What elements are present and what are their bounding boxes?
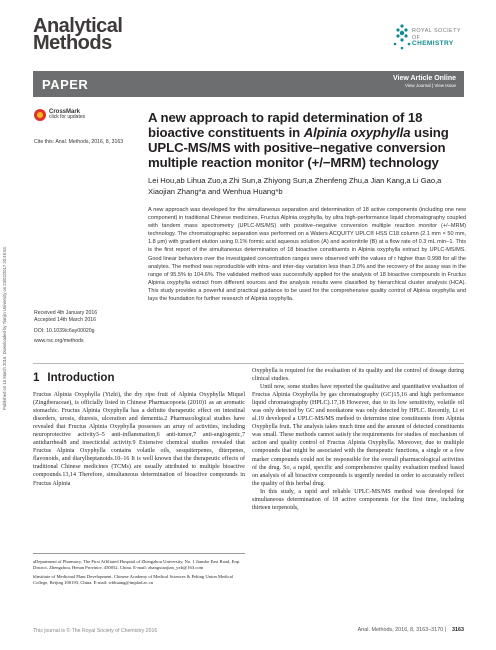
paragraph: Oxyphylla is required for the evaluation of its quality and the control of dosage during clinical studies. [252, 368, 464, 383]
article-type-bar [33, 71, 464, 97]
article-type-label: PAPER [42, 77, 89, 92]
affiliations [33, 553, 245, 586]
crossmark-button[interactable]: CrossMark click for updates [34, 109, 85, 121]
journal-name-line1: Analytical [33, 15, 123, 37]
crossmark-icon [34, 109, 46, 121]
citation: Cite this: Anal. Methods, 2016, 8, 3163 [34, 139, 124, 145]
journal-logo[interactable] [33, 15, 163, 54]
section-heading: 1 Introduction [33, 372, 115, 384]
affiliation-b: bInstitute of Medicinal Plant Development, Chinese Academy of Medical Sciences & Peking Union Medical College, Beijing 100193, China. E-mail: whhuang@implad.ac.cn [33, 574, 234, 586]
body-column-left [33, 391, 245, 488]
paragraph: Fructus Alpinia Oxyphylla (Yizhi), the dry ripe fruit of Alpinia Oxyphylla Miquel (Zingiberaceae), is officially listed in Chinese Pharmacopoeia (2010)1 as an aromatic stomachic. Fructus Alpinia Oxyphylla has a definite therapeutic effect on intestinal disorders, urosis, diuresis, ulceration and dementia.2 Pharmacological studies have revealed that Fructus Alpinia Oxyphylla possesses an array of activities, including neuroprotective activity3–5 anti-inflammation,6 anti-tumor,7 anti-angiogenic,7 antidiarrheal8 and insecticidal activity.9 Extensive chemical studies revealed that Fructus Alpinia Oxyphylla contains volatile oils, sesquiterpenes, diterpenes, flavonoids, and diarylheptanoids.10–16 It is well known that the therapeutic effects of traditional Chinese medicines (TCMs) are usually attributed to multiple bioactive compounds.13,14 Therefore, simultaneous determination of bioactive compounds in Fructus Alpinia [33, 392, 245, 487]
view-journal-issue-link[interactable]: View Journal | View Issue [404, 83, 456, 88]
paragraph: In this study, a rapid and reliable UPLC-MS/MS method was developed for simultaneous determination of 18 active components for the first time, including thirteen terpenoids, [252, 488, 464, 511]
doi-link[interactable]: DOI: 10.1039/c6ay00020g [34, 327, 95, 334]
download-notice: Published on 15 March 2016. Downloaded by Tianjin University on 23/02/2017 20:49:53. [2, 246, 7, 410]
page-footer: Anal. Methods, 2016, 8, 3163–3170 | 3163 [357, 627, 464, 633]
accepted-date: Accepted 14th March 2016 [34, 316, 97, 323]
affiliation-a: aDepartment of Pharmacy, The First Affiliated Hospital of Zhengzhou University, No. 1 Jianshe East Road, Erqi District, Zhengzhou, Henan Province, 450052, China. E-mail: zhangxiaojian_yxb@163.com [33, 559, 240, 571]
view-article-online-link[interactable]: View Article Online [392, 75, 456, 82]
rsc-wordmark: ROYAL SOCIETY OF CHEMISTRY [412, 28, 461, 47]
page-number: 3163 [452, 627, 464, 633]
view-online-links [393, 75, 456, 88]
body-column-right [252, 367, 464, 512]
journal-name-line2: Methods [33, 32, 112, 54]
received-date: Received 4th January 2016 [34, 310, 98, 316]
article-title: A new approach to rapid determination of 18 bioactive constituents in Alpinia oxyphylla using UPLC-MS/MS with positive–negative conversion multiple reaction monitor (+/−MRM) technology [148, 110, 449, 170]
article-dates [34, 310, 97, 345]
divider [33, 363, 464, 364]
journal-url-link[interactable]: www.rsc.org/methods [34, 338, 84, 345]
copyright: This journal is © The Royal Society of Chemistry 2016 [33, 628, 158, 634]
author-list: Lei Hou,ab Lihua Zuo,a Zhi Sun,a Zhiyong Sun,a Zhenfeng Zhu,a Jian Kang,a Li Gao,a Xiaojian Zhang*a and Wenhua Huang*b [148, 176, 442, 196]
paragraph: Until now, some studies have reported the qualitative and quantitative evaluation of Fructus Alpinia Oxyphylla by gas chromatography (GC)15,16 and high performance liquid chromatography (HPLC).17,18 However, due to its low sensitivity, volatile oil was only detected by GC and nootkatone was only detected by HPLC. Recently, Li et al.19 developed a UPLC-MS/MS method to determine nine constituents from Alpinia Oxyphylla fruit. The analysis takes much time and the amount of detected constituents was small. These methods cannot satisfy the requirements for studies of mechanism of action and quality control of Fructus Alpinia Oxyphylla. Moreover, due to multiple compounds that might be associated with the therapeutic functions, a single or a few marker compounds could not be responsible for the overall pharmacological activities of the drug. So, a rapid, specific and comprehensive quality evaluation method based on analysis of all bioactive compounds is urgently needed in order to accurately reflect the quality of this herbal drug. [252, 384, 464, 487]
abstract: A new approach was developed for the simultaneous separation and determination of 18 active components (including one new component) in traditional Chinese medicines, Fructus Alpinia oxyphylla, by ultra high-performance liquid chromatography coupled with tandem mass spectrometry (UPLC-MS/MS) with positive–negative conversion multiple reaction monitor (+/−MRM) technology. The chromatographic separation was performed on a Waters ACQUITY UPLC® HSS C18 column (2.1 mm × 50 mm, 1.8 μm) with gradient elution using 0.1% formic acid aqueous solution (A) and acetonitrile (B) at a flow rate of 0.3 mL min−1. This is the first report of the simultaneous determination of 18 bioactive constituents in Alpinia oxyphylla extract by UPLC-MS/MS. Good linear behaviors over the investigated concentration ranges were observed with the values of r higher than 0.998 for all the analytes. The method was reproducible with intra- and inter-day variation less than 3.0% and the recovery of the assay was in the range of 95.5% to 104.6%. The validated method was successfully applied for the analysis of 18 bioactive compounds in Fructus Alpinia oxyphylla extract from different sources and the analysis results were classified by hierarchical cluster analysis (HCA). This study provides a powerful and practical guidance to be used for the comprehensive quality control of Alpinia oxyphylla and lays the foundation for further research of Alpinia oxyphylla. [148, 207, 466, 303]
